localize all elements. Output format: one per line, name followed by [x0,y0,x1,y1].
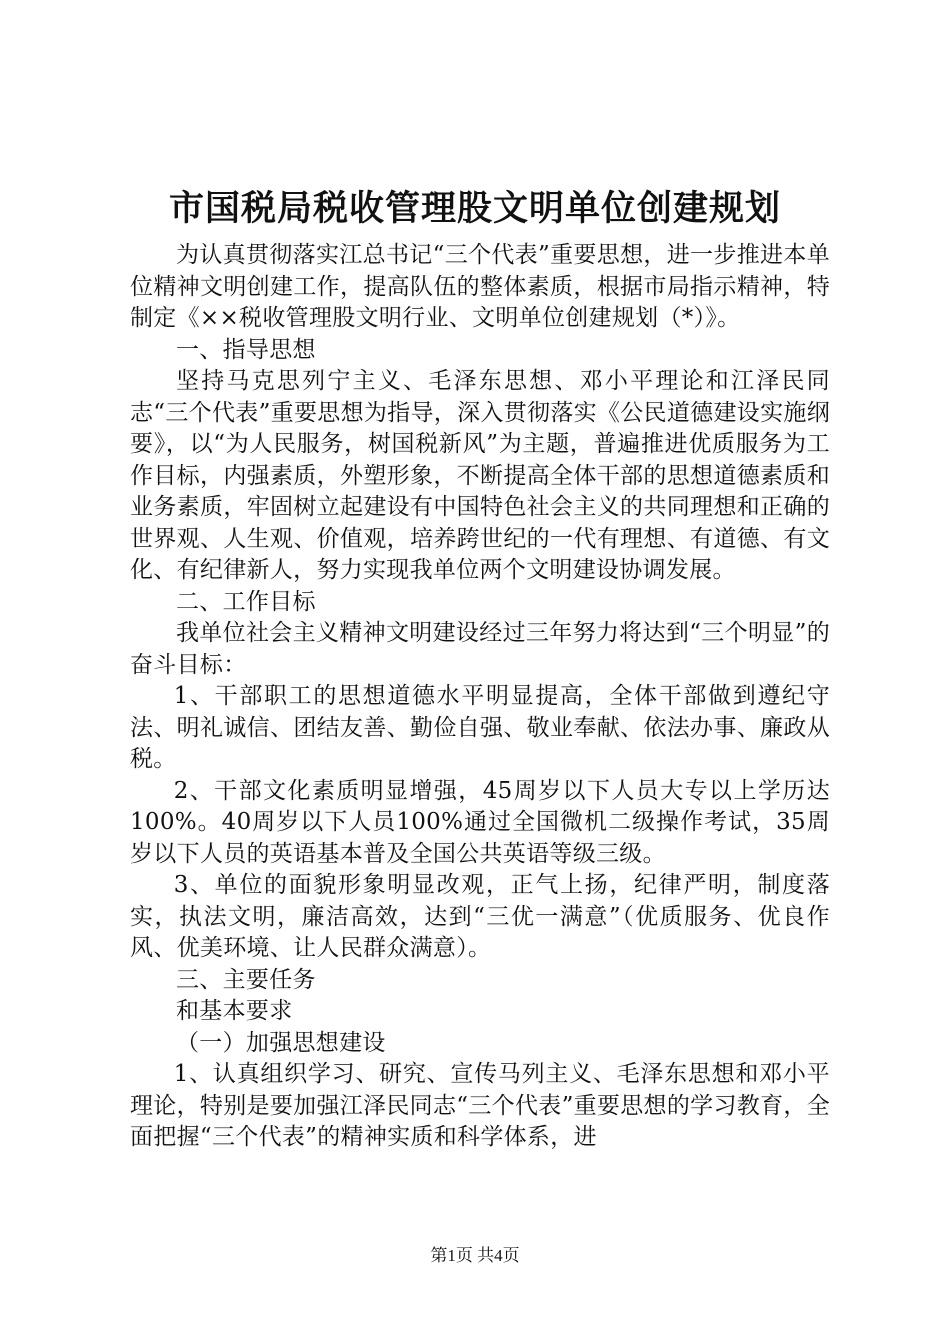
body-paragraph: 为认真贯彻落实江总书记“三个代表”重要思想，进一步推进本单位精神文明创建工作，提高队伍的整体素质，根据市局指示精神，特制定《××税收管理股文明行业、文明单位创建规划（*）》。 [130,242,830,331]
page-footer: 第1页 共4页 [430,1246,520,1265]
section-heading: 和基本要求 [176,998,293,1024]
numbered-paragraph: 2、干部文化素质明显增强，45周岁以下人员大专以上学历达100%。40周岁以下人员100%通过全国微机二级操作考试，35周岁以下人员的英语基本普及全国公共英语等级三级。 [130,777,830,867]
section-heading: 一、指导思想 [176,336,316,363]
numbered-paragraph: 1、认真组织学习、研究、宣传马列主义、毛泽东思想和邓小平理论，特别是要加强江泽民同志“三个代表”重要思想的学习教育，全面把握“三个代表”的精神实质和科学体系，进 [130,1061,830,1150]
body-paragraph: 我单位社会主义精神文明建设经过三年努力将达到“三个明显”的奋斗目标： [130,620,830,678]
document-title: 市国税局税收管理股文明单位创建规划 [168,188,781,229]
numbered-paragraph: 3、单位的面貌形象明显改观，正气上扬，纪律严明，制度落实，执法文明，廉洁高效，达到“三优一满意”（优质服务、优良作风、优美环境、让人民群众满意）。 [130,872,830,961]
section-heading: （一）加强思想建设 [176,1029,386,1056]
document-body [130,240,830,1154]
numbered-paragraph: 1、干部职工的思想道德水平明显提高，全体干部做到遵纪守法、明礼诚信、团结友善、勤俭自强、敬业奉献、依法办事、廉政从税。 [130,683,830,772]
body-paragraph: 坚持马克思列宁主义、毛泽东思想、邓小平理论和江泽民同志“三个代表”重要思想为指导，深入贯彻落实《公民道德建设实施纲要》，以“为人民服务，树国税新风”为主题，普遍推进优质服务为工作目标，内强素质，外塑形象，不断提高全体干部的思想道德素质和业务素质，牢固树立起建设有中国特色社会主义的共同理想和正确的世界观、人生观、价值观，培养跨世纪的一代有理想、有道德、有文化、有纪律新人，努力实现我单位两个文明建设协调发展。 [130,368,830,583]
section-heading: 二、工作目标 [176,588,316,615]
section-heading: 三、主要任务 [176,966,316,993]
